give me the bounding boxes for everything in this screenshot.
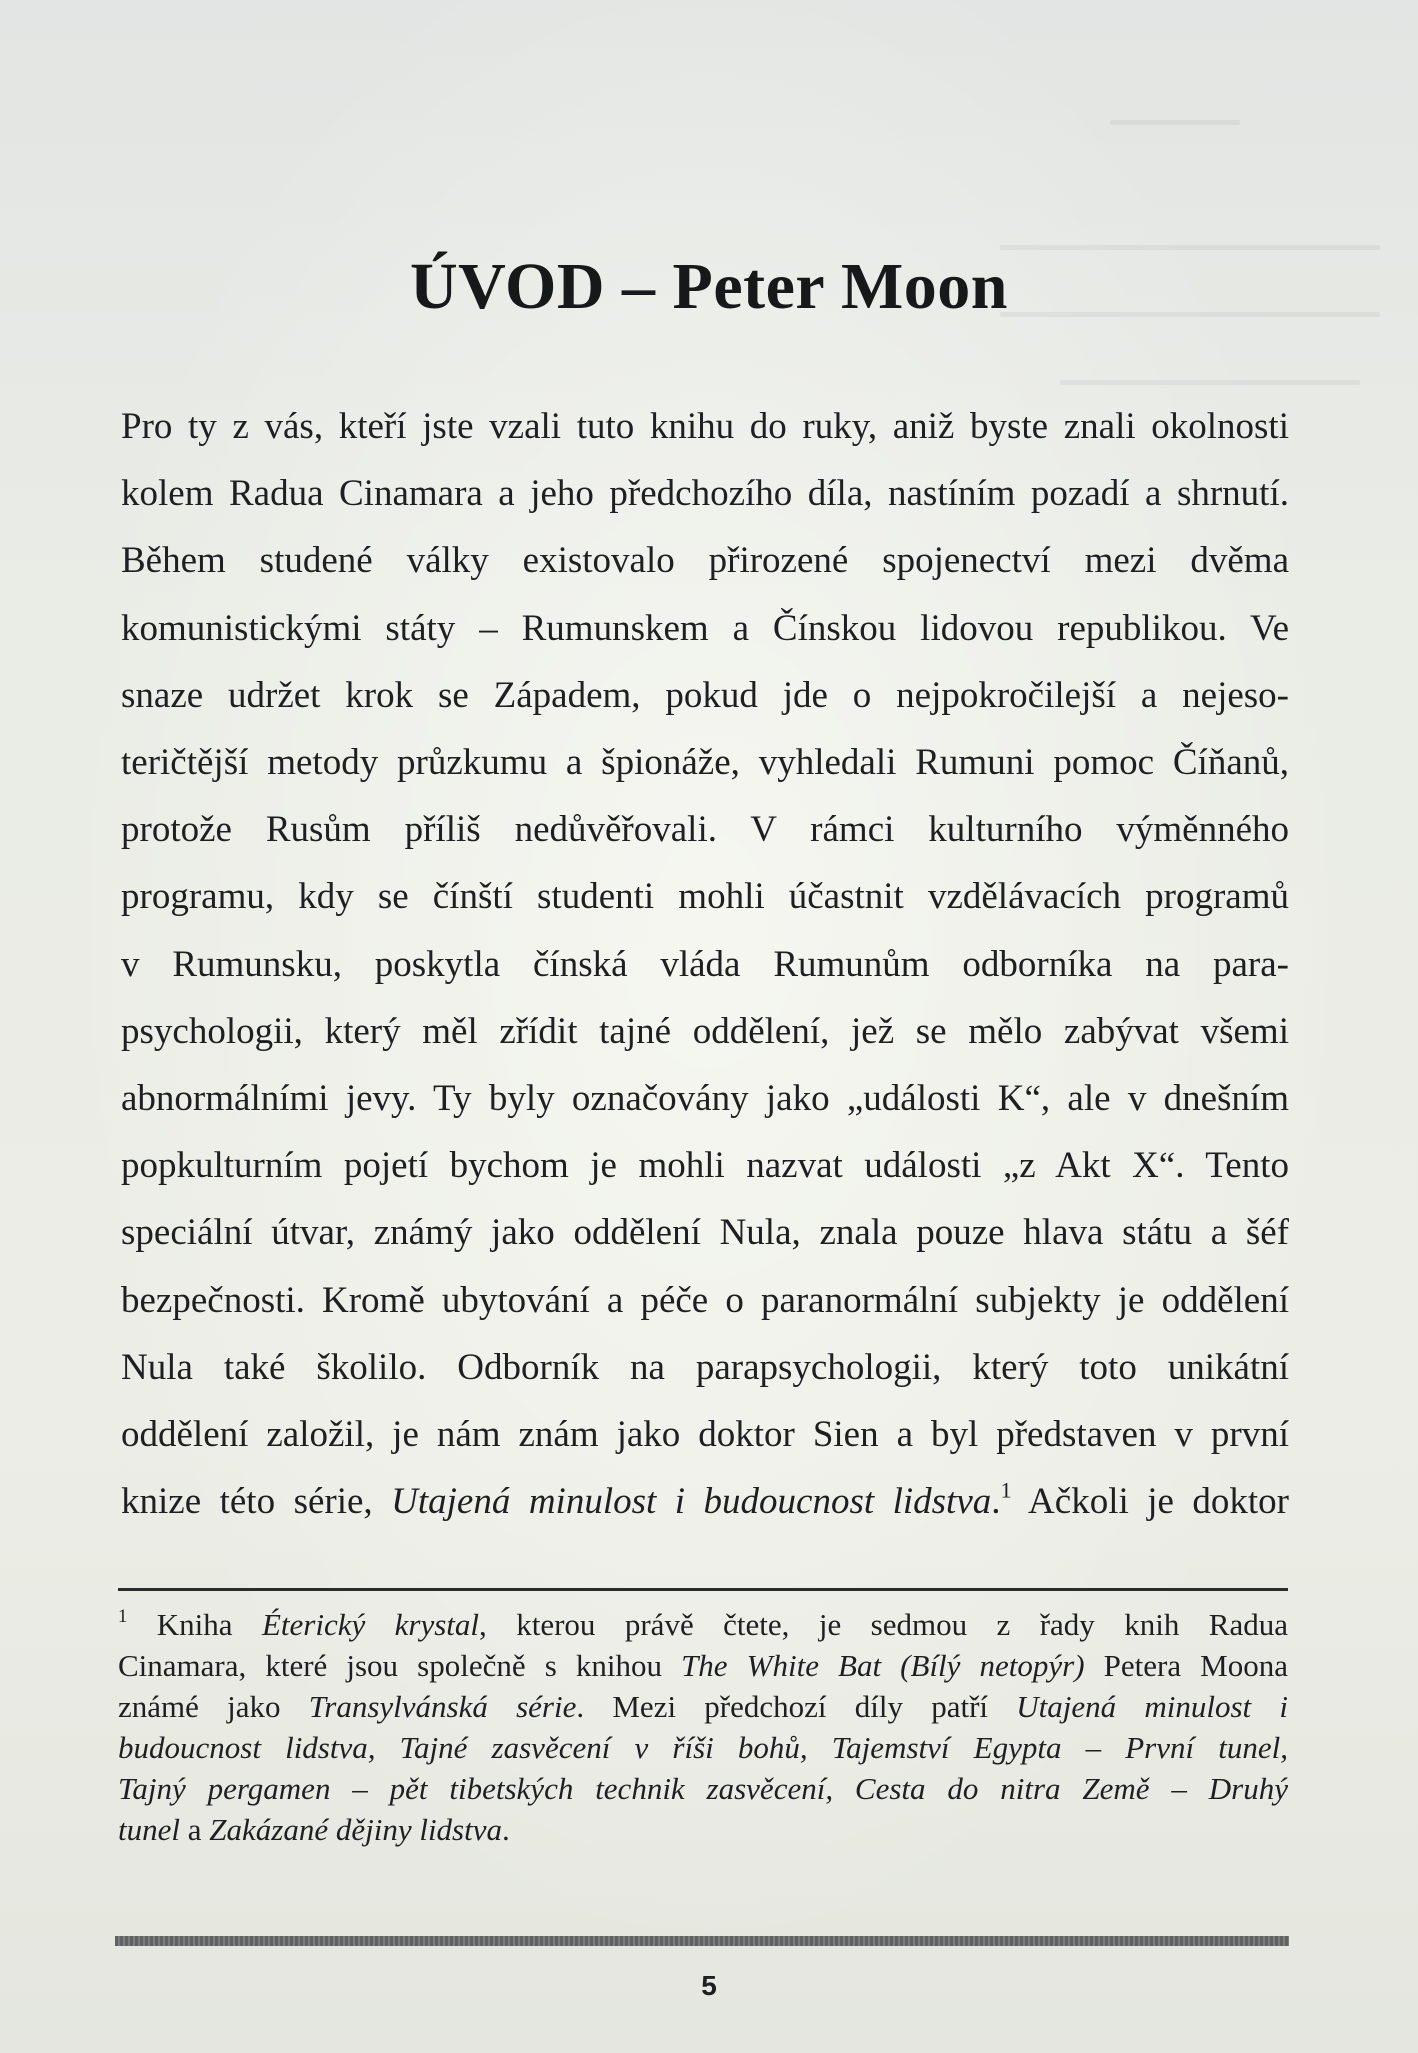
page-number: 5 (701, 1970, 717, 2001)
footnote-text: . (502, 1812, 510, 1847)
footnote-line (118, 1686, 1288, 1727)
footnote-line (118, 1645, 1288, 1686)
footnote-reference: 1 (1000, 1477, 1012, 1503)
footnote-text: Kniha (127, 1607, 262, 1642)
footnote-line (118, 1604, 1288, 1645)
footnote-text: Petera Moona (1084, 1648, 1289, 1683)
footnote-text: a (180, 1812, 210, 1847)
footnote-line: Tajný pergamen – pět tibetských technik zasvěcení, Cesta do nitra Země – Druhý (118, 1771, 1288, 1806)
body-line: popkulturním pojetí bychom je mohli nazvat události „z Akt X“. Tento (121, 1145, 1289, 1187)
body-line: protože Rusům příliš nedůvěřovali. V rámci kulturního výměnného (121, 809, 1289, 851)
bleed-through-text (1060, 380, 1360, 385)
body-line: Pro ty z vás, kteří jste vzali tuto knihu do ruky, aniž byste znali okolnosti (121, 406, 1289, 447)
body-line: kolem Radua Cinamara a jeho předchozího díla, nastíním pozadí a shrnutí. (121, 473, 1289, 515)
body-line: snaze udržet krok se Západem, pokud jde o nejpokročilejší a nejeso- (121, 674, 1289, 716)
body-text-run: . (991, 1481, 1001, 1523)
footnote-text: známé jako (118, 1689, 309, 1724)
body-paragraph (121, 393, 1289, 1535)
body-line: programu, kdy se čínští studenti mohli účastnit vzdělávacích programů (121, 876, 1289, 918)
footnote-line (118, 1809, 1288, 1850)
body-line: bezpečnosti. Kromě ubytování a péče o paranormální subjekty je oddělení (121, 1279, 1289, 1321)
body-text-run: Ačkoli je doktor (1011, 1481, 1290, 1523)
footnote-book-title: Utajená minulost i (1016, 1689, 1289, 1724)
footnote-line: budoucnost lidstva, Tajné zasvěcení v říši bohů, Tajemství Egypta – První tunel, (118, 1730, 1288, 1765)
footnote-book-title: tunel (118, 1812, 180, 1847)
body-line: psychologii, který měl zřídit tajné oddělení, jež se mělo zabývat všemi (121, 1010, 1289, 1052)
footnote-book-title: Éterický krystal (261, 1607, 480, 1642)
bleed-through-text (1110, 120, 1240, 125)
body-line: oddělení založil, je nám znám jako doktor Sien a byl představen v první (121, 1414, 1289, 1456)
body-line: Nula také školilo. Odborník na parapsychologii, který toto unikátní (121, 1346, 1289, 1388)
footnote-text: . Mezi předchozí díly patří (576, 1689, 1017, 1724)
body-line: v Rumunsku, poskytla čínská vláda Rumunům odborníka na para- (121, 943, 1289, 985)
body-line: teričtější metody průzkumu a špionáže, vyhledali Rumuni pomoc Číňanů, (121, 742, 1289, 784)
footnote-separator (118, 1588, 1288, 1591)
footnote-book-title: Zakázané dějiny lidstva (209, 1812, 502, 1847)
footnote-text: Cinamara, které jsou společně s knihou (118, 1648, 682, 1683)
body-line: Během studené války existovalo přirozené spojenectví mezi dvěma (121, 540, 1289, 582)
footnote-marker: 1 (118, 1605, 128, 1627)
footnote (118, 1604, 1288, 1850)
book-title-italic: Utajená minulost i budoucnost lidstva (391, 1481, 992, 1523)
body-line: speciální útvar, známý jako oddělení Nula, znala pouze hlava státu a šéf (121, 1212, 1289, 1254)
body-line: komunistickými státy – Rumunskem a Čínskou lidovou republikou. Ve (121, 607, 1289, 649)
body-line: abnormálními jevy. Ty byly označovány jako „události K“, ale v dnešním (121, 1078, 1289, 1120)
body-text-run: knize této série, (121, 1481, 392, 1523)
body-line (121, 1468, 1289, 1535)
footnote-book-title: Transylvánská série (308, 1689, 577, 1724)
footnote-text: , kterou právě čtete, je sedmou z řady knih Radua (479, 1607, 1289, 1642)
footnote-book-title: The White Bat (Bílý netopýr) (681, 1648, 1085, 1683)
bottom-rule (115, 1936, 1289, 1946)
chapter-title: ÚVOD – Peter Moon (410, 250, 1008, 324)
